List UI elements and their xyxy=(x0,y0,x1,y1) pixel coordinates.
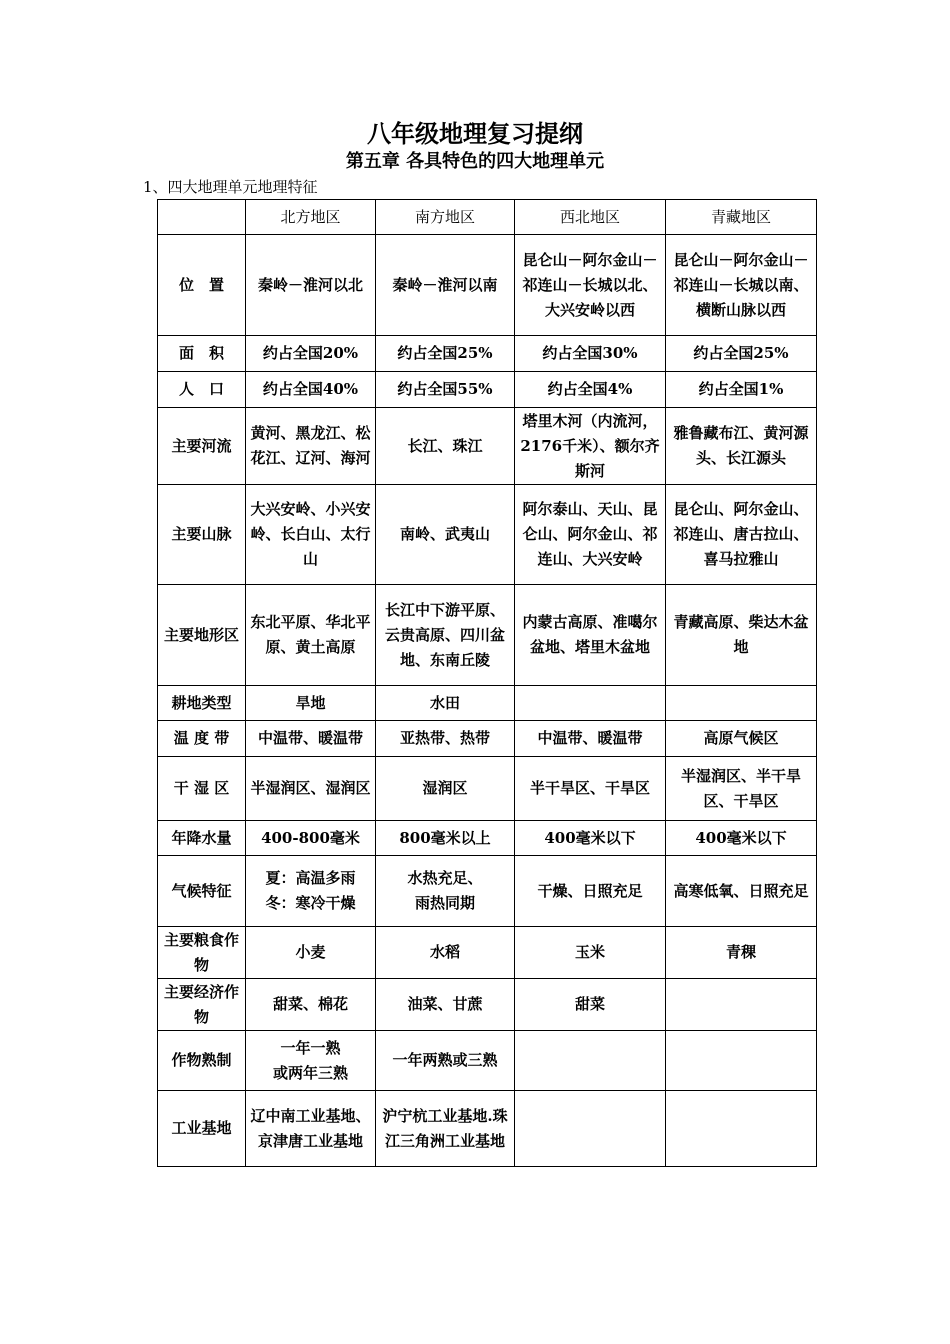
table-cell: 水热充足、 雨热同期 xyxy=(376,856,515,927)
table-cell: 昆仑山、阿尔金山、祁连山、唐古拉山、喜马拉雅山 xyxy=(666,485,817,585)
table-cell: 玉米 xyxy=(515,927,666,979)
table-cell xyxy=(515,686,666,721)
table-cell: 青稞 xyxy=(666,927,817,979)
table-cell: 阿尔泰山、天山、昆仑山、阿尔金山、祁连山、大兴安岭 xyxy=(515,485,666,585)
row-label: 面 积 xyxy=(158,336,246,372)
row-label: 主要粮食作 物 xyxy=(158,927,246,979)
features-table xyxy=(157,199,817,1167)
document-title: 八年级地理复习提纲 xyxy=(367,120,583,148)
table-cell: 干燥、日照充足 xyxy=(515,856,666,927)
table-cell: 秦岭－淮河以南 xyxy=(376,235,515,336)
table-cell: 约占全国1% xyxy=(666,372,817,408)
header-cell-qingzang: 青藏地区 xyxy=(666,200,817,235)
header-row xyxy=(158,200,817,235)
table-cell: 夏：高温多雨 冬：寒冷干燥 xyxy=(246,856,376,927)
table-cell: 高原气候区 xyxy=(666,721,817,757)
row-label: 人 口 xyxy=(158,372,246,408)
row-label: 作物熟制 xyxy=(158,1031,246,1091)
table-cell: 约占全国25% xyxy=(666,336,817,372)
table-row xyxy=(158,485,817,585)
table-cell: 800毫米以上 xyxy=(376,821,515,856)
table-cell: 半湿润区、湿润区 xyxy=(246,757,376,821)
row-label: 位 置 xyxy=(158,235,246,336)
table-cell: 昆仑山－阿尔金山－祁连山－长城以南、横断山脉以西 xyxy=(666,235,817,336)
table-cell: 约占全国20% xyxy=(246,336,376,372)
header-cell-northwest: 西北地区 xyxy=(515,200,666,235)
table-cell: 塔里木河（内流河，2176千米）、额尔齐斯河 xyxy=(515,408,666,485)
table-cell xyxy=(666,1031,817,1091)
header-cell-north: 北方地区 xyxy=(246,200,376,235)
table-cell: 东北平原、华北平原、黄土高原 xyxy=(246,585,376,686)
table-cell: 辽中南工业基地、京津唐工业基地 xyxy=(246,1091,376,1167)
table-cell xyxy=(666,686,817,721)
table-row xyxy=(158,856,817,927)
row-label: 干 湿 区 xyxy=(158,757,246,821)
table-cell: 半干旱区、干旱区 xyxy=(515,757,666,821)
row-label: 耕地类型 xyxy=(158,686,246,721)
row-label: 主要地形区 xyxy=(158,585,246,686)
row-label: 主要河流 xyxy=(158,408,246,485)
row-label: 年降水量 xyxy=(158,821,246,856)
table-cell xyxy=(515,1091,666,1167)
table-cell: 小麦 xyxy=(246,927,376,979)
table-cell: 一年两熟或三熟 xyxy=(376,1031,515,1091)
table-cell: 约占全国40% xyxy=(246,372,376,408)
header-cell-corner xyxy=(158,200,246,235)
table-cell: 中温带、暖温带 xyxy=(515,721,666,757)
table-cell: 高寒低氧、日照充足 xyxy=(666,856,817,927)
table-cell xyxy=(666,1091,817,1167)
table-cell: 秦岭－淮河以北 xyxy=(246,235,376,336)
table-cell: 青藏高原、柴达木盆地 xyxy=(666,585,817,686)
table-cell: 昆仑山－阿尔金山－祁连山－长城以北、大兴安岭以西 xyxy=(515,235,666,336)
table-cell: 雅鲁藏布江、黄河源头、长江源头 xyxy=(666,408,817,485)
table-cell: 水田 xyxy=(376,686,515,721)
table-cell: 半湿润区、半干旱区、干旱区 xyxy=(666,757,817,821)
table-cell: 内蒙古高原、准噶尔盆地、塔里木盆地 xyxy=(515,585,666,686)
table-cell: 南岭、武夷山 xyxy=(376,485,515,585)
row-label: 主要山脉 xyxy=(158,485,246,585)
table-cell: 油菜、甘蔗 xyxy=(376,979,515,1031)
table-cell: 一年一熟 或两年三熟 xyxy=(246,1031,376,1091)
table-cell: 黄河、黑龙江、松花江、辽河、海河 xyxy=(246,408,376,485)
table-cell: 中温带、暖温带 xyxy=(246,721,376,757)
table-row xyxy=(158,372,817,408)
row-label: 温 度 带 xyxy=(158,721,246,757)
row-label: 工业基地 xyxy=(158,1091,246,1167)
table-row xyxy=(158,979,817,1031)
table-cell: 约占全国55% xyxy=(376,372,515,408)
table-cell: 旱地 xyxy=(246,686,376,721)
table-cell: 大兴安岭、小兴安岭、长白山、太行山 xyxy=(246,485,376,585)
table-cell: 400-800毫米 xyxy=(246,821,376,856)
table-row xyxy=(158,686,817,721)
table-cell: 约占全国25% xyxy=(376,336,515,372)
table-row xyxy=(158,235,817,336)
features-table-body xyxy=(158,200,817,1167)
table-cell: 400毫米以下 xyxy=(515,821,666,856)
table-cell: 长江中下游平原、云贵高原、四川盆地、东南丘陵 xyxy=(376,585,515,686)
chapter-title: 第五章 各具特色的四大地理单元 xyxy=(345,151,605,172)
table-cell: 沪宁杭工业基地.珠江三角洲工业基地 xyxy=(376,1091,515,1167)
table-cell: 甜菜、棉花 xyxy=(246,979,376,1031)
table-cell: 长江、珠江 xyxy=(376,408,515,485)
section-heading: 1、四大地理单元地理特征 xyxy=(143,178,318,196)
table-cell: 湿润区 xyxy=(376,757,515,821)
table-cell: 水稻 xyxy=(376,927,515,979)
table-cell: 亚热带、热带 xyxy=(376,721,515,757)
table-cell: 约占全国4% xyxy=(515,372,666,408)
row-label: 主要经济作 物 xyxy=(158,979,246,1031)
row-label: 气候特征 xyxy=(158,856,246,927)
header-cell-south: 南方地区 xyxy=(376,200,515,235)
table-row xyxy=(158,1091,817,1167)
table-row xyxy=(158,927,817,979)
table-cell xyxy=(515,1031,666,1091)
table-row xyxy=(158,336,817,372)
table-row xyxy=(158,757,817,821)
table-row xyxy=(158,821,817,856)
table-row xyxy=(158,585,817,686)
table-cell: 约占全国30% xyxy=(515,336,666,372)
table-cell: 甜菜 xyxy=(515,979,666,1031)
table-cell: 400毫米以下 xyxy=(666,821,817,856)
table-cell xyxy=(666,979,817,1031)
table-row xyxy=(158,408,817,485)
table-row xyxy=(158,1031,817,1091)
table-row xyxy=(158,721,817,757)
